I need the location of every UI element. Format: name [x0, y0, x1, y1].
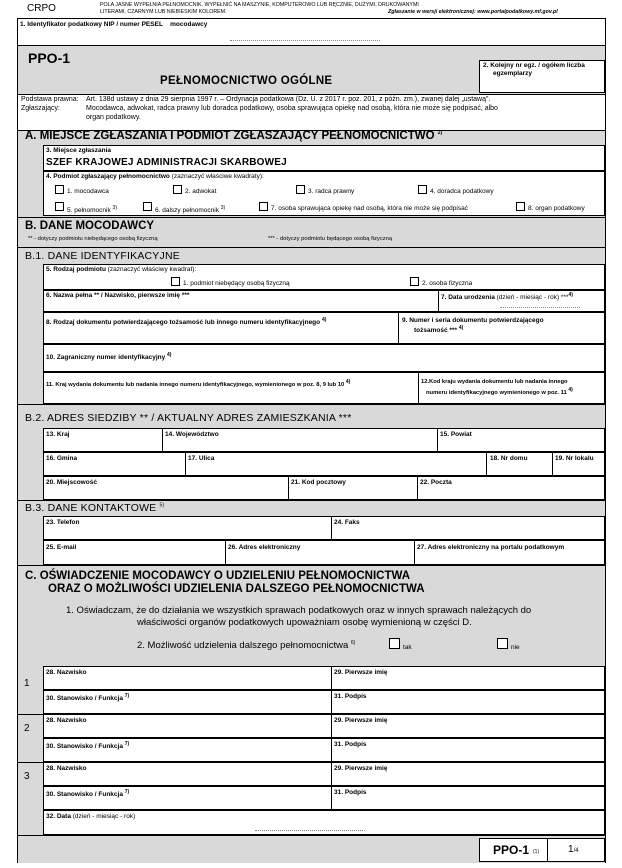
- field12-label2: numeru identyfikacyjnego wymienionego w poz. 11 4): [426, 387, 573, 396]
- statement-1b: właściwości organów podatkowych upoważniam osobę wymienioną w części D.: [137, 617, 472, 628]
- main-title: PEŁNOMOCNICTWO OGÓLNE: [160, 75, 333, 87]
- filer-text-1: Mocodawca, adwokat, radca prawny lub doradca podatkowy, osoba sprawująca opiekę nad osobą, która nie może się podpisać, albo: [86, 105, 498, 112]
- b3-title: B.3. DANE KONTAKTOWE $^{5)}$: [25, 502, 165, 514]
- instruction-line2: LITERAMI, CZARNYM LUB NIEBIESKIM KOLOREM.: [100, 9, 227, 15]
- person-2-number: 2: [24, 723, 30, 734]
- person-3-signature[interactable]: [331, 786, 605, 810]
- entity-checkbox-2[interactable]: [410, 277, 419, 286]
- filer-option-4: 4. doradca podatkowy: [430, 188, 494, 195]
- field9-label1: 9. Numer i seria dokumentu potwierdzającego: [402, 317, 544, 324]
- field32-dots: [255, 830, 365, 831]
- filer-option-6: 6. dalszy pełnomocnik $^{3)}$: [155, 205, 226, 215]
- entity-checkbox-1[interactable]: [171, 277, 180, 286]
- field6-label: 6. Nazwa pełna ** / Nazwisko, pierwsze imię ***: [46, 292, 190, 299]
- person-1-position-label: 30. Stanowisko / Funkcja $^{7)}$: [46, 693, 130, 703]
- field22-label: 22. Poczta: [420, 479, 452, 486]
- person-2-signature[interactable]: [331, 738, 605, 762]
- section-b-note1: ** - dotyczy podmiotu niebędącego osobą fizyczną: [28, 236, 158, 242]
- field20-label: 20. Miejscowość: [46, 479, 97, 486]
- field24-fax[interactable]: [331, 516, 605, 540]
- person-2-firstname-label: 29. Pierwsze imię: [334, 717, 388, 724]
- field23-label: 23. Telefon: [46, 519, 80, 526]
- footer-version: (1): [533, 849, 540, 855]
- person-3-signature-label: 31. Podpis: [334, 789, 367, 796]
- filer-checkbox-5[interactable]: [55, 202, 64, 211]
- field16-label: 16. Gmina: [46, 455, 78, 462]
- entity-option-2: 2. osoba fizyczna: [422, 280, 473, 287]
- filer-text-2: organ podatkowy.: [86, 114, 141, 121]
- entity-option-1: 1. podmiot niebędący osobą fizyczną: [183, 280, 290, 287]
- filer-option-5: 5. pełnomocnik $^{3)}$: [67, 205, 117, 215]
- field15-label: 15. Powiat: [440, 431, 472, 438]
- section-c-title-2: ORAZ O MOŻLIWOŚCI UDZIELENIA DALSZEGO PEŁNOMOCNICTWA: [48, 583, 425, 595]
- person-1-surname-label: 28. Nazwisko: [46, 669, 87, 676]
- person-3-firstname-label: 29. Pierwsze imię: [334, 765, 388, 772]
- field9-label2: tożsamość *** $^{4)}$: [414, 325, 464, 335]
- filer-option-1: 1. mocodawca: [67, 188, 109, 195]
- further-poa-yes-checkbox[interactable]: [389, 638, 400, 649]
- field7-dots: [500, 307, 580, 308]
- field4-label: 4. Podmiot zgłaszający pełnomocnictwo (zaznaczyć właściwe kwadraty):: [46, 173, 264, 180]
- field3-label: 3. Miejsce zgłaszania: [46, 147, 112, 154]
- b1-title: B.1. DANE IDENTYFIKACYJNE: [25, 250, 180, 262]
- filer-option-8: 8. organ podatkowy: [528, 205, 585, 212]
- b2-title: B.2. ADRES SIEDZIBY ** / AKTUALNY ADRES ZAMIESZKANIA ***: [25, 412, 352, 424]
- field18-label: 18. Nr domu: [490, 455, 528, 462]
- legal-basis-text: Art. 138d ustawy z dnia 29 sierpnia 1997 r. – Ordynacja podatkowa (Dz. U. z 2017 r. poz. 201, z późn. zm.), zwanej dalej „ustawą”.: [86, 96, 491, 103]
- nip-pesel-dots: [230, 40, 380, 41]
- field27-label: 27. Adres elektroniczny na portalu podatkowym: [417, 544, 565, 551]
- filer-option-2: 2. adwokat: [185, 188, 217, 195]
- further-poa-no-label: nie: [511, 644, 520, 651]
- filer-checkbox-4[interactable]: [418, 185, 427, 194]
- person-3-number: 3: [24, 771, 30, 782]
- statement-2: 2. Możliwość udzielenia dalszego pełnomocnictwa $^{6)}$: [137, 640, 356, 652]
- field26-label: 26. Adres elektroniczny: [228, 544, 301, 551]
- person-2-position-label: 30. Stanowisko / Funkcja $^{7)}$: [46, 741, 130, 751]
- person-1-signature-label: 31. Podpis: [334, 693, 367, 700]
- field8-label: 8. Rodzaj dokumentu potwierdzającego tożsamość lub innego numeru identyfikacyjnego $^{4)}$: [46, 317, 327, 327]
- field24-label: 24. Faks: [334, 519, 360, 526]
- person-3-surname-label: 28. Nazwisko: [46, 765, 87, 772]
- filer-option-7: 7. osoba sprawująca opiekę nad osobą, która nie może się podpisać: [271, 205, 468, 212]
- section-b-title: B. DANE MOCODAWCY: [25, 220, 155, 232]
- further-poa-no-checkbox[interactable]: [497, 638, 508, 649]
- person-2-signature-label: 31. Podpis: [334, 741, 367, 748]
- footer-divider: [547, 838, 548, 862]
- footer-page: 1/4: [568, 844, 579, 855]
- further-poa-yes-label: tak: [403, 644, 412, 651]
- copy-number-label2: egzemplarzy: [493, 70, 533, 77]
- field19-label: 19. Nr lokalu: [555, 455, 594, 462]
- form-code: CRPO: [27, 3, 56, 14]
- filer-label: Zgłaszający:: [21, 105, 60, 112]
- person-2-surname-label: 28. Nazwisko: [46, 717, 87, 724]
- person-3-position-label: 30. Stanowisko / Funkcja $^{7)}$: [46, 789, 130, 799]
- instruction-line1: POLA JASNE WYPEŁNIA PEŁNOMOCNIK. WYPEŁNIĆ NA MASZYNIE, KOMPUTEROWO LUB RĘCZNIE, DUŻYMI, DRUKOWANYMI: [100, 2, 419, 8]
- footer-form-name: PPO-1: [493, 843, 530, 857]
- field11-country[interactable]: [43, 372, 419, 404]
- legal-basis-label: Podstawa prawna:: [21, 96, 79, 103]
- field3-value: SZEF KRAJOWEJ ADMINISTRACJI SKARBOWEJ: [46, 157, 287, 168]
- field12-label1: 12.Kod kraju wydania dokumentu lub nadania innego: [421, 379, 568, 385]
- field10-label: 10. Zagraniczny numer identyfikacyjny $^{4)}$: [46, 352, 172, 362]
- section-b-note2: *** - dotyczy podmiotu będącego osobą fizyczną: [268, 236, 393, 242]
- person-1-number: 1: [24, 678, 30, 689]
- person-1-signature[interactable]: [331, 690, 605, 714]
- field17-street[interactable]: [185, 452, 487, 476]
- field32-label: 32. Data (dzień - miesiąc - rok): [46, 813, 136, 820]
- copy-number-label1: 2. Kolejny nr egz. / ogółem liczba: [483, 62, 585, 69]
- field25-label: 25. E-mail: [46, 544, 77, 551]
- field23-phone[interactable]: [43, 516, 332, 540]
- filer-checkbox-7[interactable]: [259, 202, 268, 211]
- filer-checkbox-8[interactable]: [516, 202, 525, 211]
- statement-1a: 1. Oświadczam, że do działania we wszystkich sprawach podatkowych oraz w innych sprawach należących do: [66, 605, 532, 616]
- filer-checkbox-1[interactable]: [55, 185, 64, 194]
- field14-label: 14. Województwo: [165, 431, 219, 438]
- filer-option-3: 3. radca prawny: [308, 188, 355, 195]
- field11-label: 11. Kraj wydania dokumentu lub nadania innego numeru identyfikacyjnego, wymienionego w poz. 8, 9 lub 10 4): [46, 379, 351, 388]
- electronic-note: Zgłaszanie w wersji elektronicznej: www.portalpodatkowy.mf.gov.pl: [388, 9, 558, 15]
- person-1-firstname-label: 29. Pierwsze imię: [334, 669, 388, 676]
- section-a-title: A. MIEJSCE ZGŁASZANIA I PODMIOT ZGŁASZAJĄCY PEŁNOMOCNICTWO $^{2)}$: [25, 130, 443, 142]
- nip-pesel-label: 1. Identyfikator podatkowy NIP / numer PESEL mocodawcy: [20, 21, 208, 28]
- form-name: PPO-1: [28, 50, 71, 66]
- field17-label: 17. Ulica: [188, 455, 215, 462]
- field13-label: 13. Kraj: [46, 431, 70, 438]
- filer-checkbox-6[interactable]: [143, 202, 152, 211]
- section-c-title-1: C. OŚWIADCZENIE MOCODAWCY O UDZIELENIU PEŁNOMOCNICTWA: [25, 570, 411, 582]
- field7-label: 7. Data urodzenia (dzień - miesiąc - rok) ***$^{4)}$: [441, 292, 573, 302]
- field21-label: 21. Kod pocztowy: [291, 479, 346, 486]
- filer-checkbox-3[interactable]: [296, 185, 305, 194]
- filer-checkbox-2[interactable]: [173, 185, 182, 194]
- field5-label: 5. Rodzaj podmiotu (zaznaczyć właściwy kwadrat):: [46, 266, 197, 273]
